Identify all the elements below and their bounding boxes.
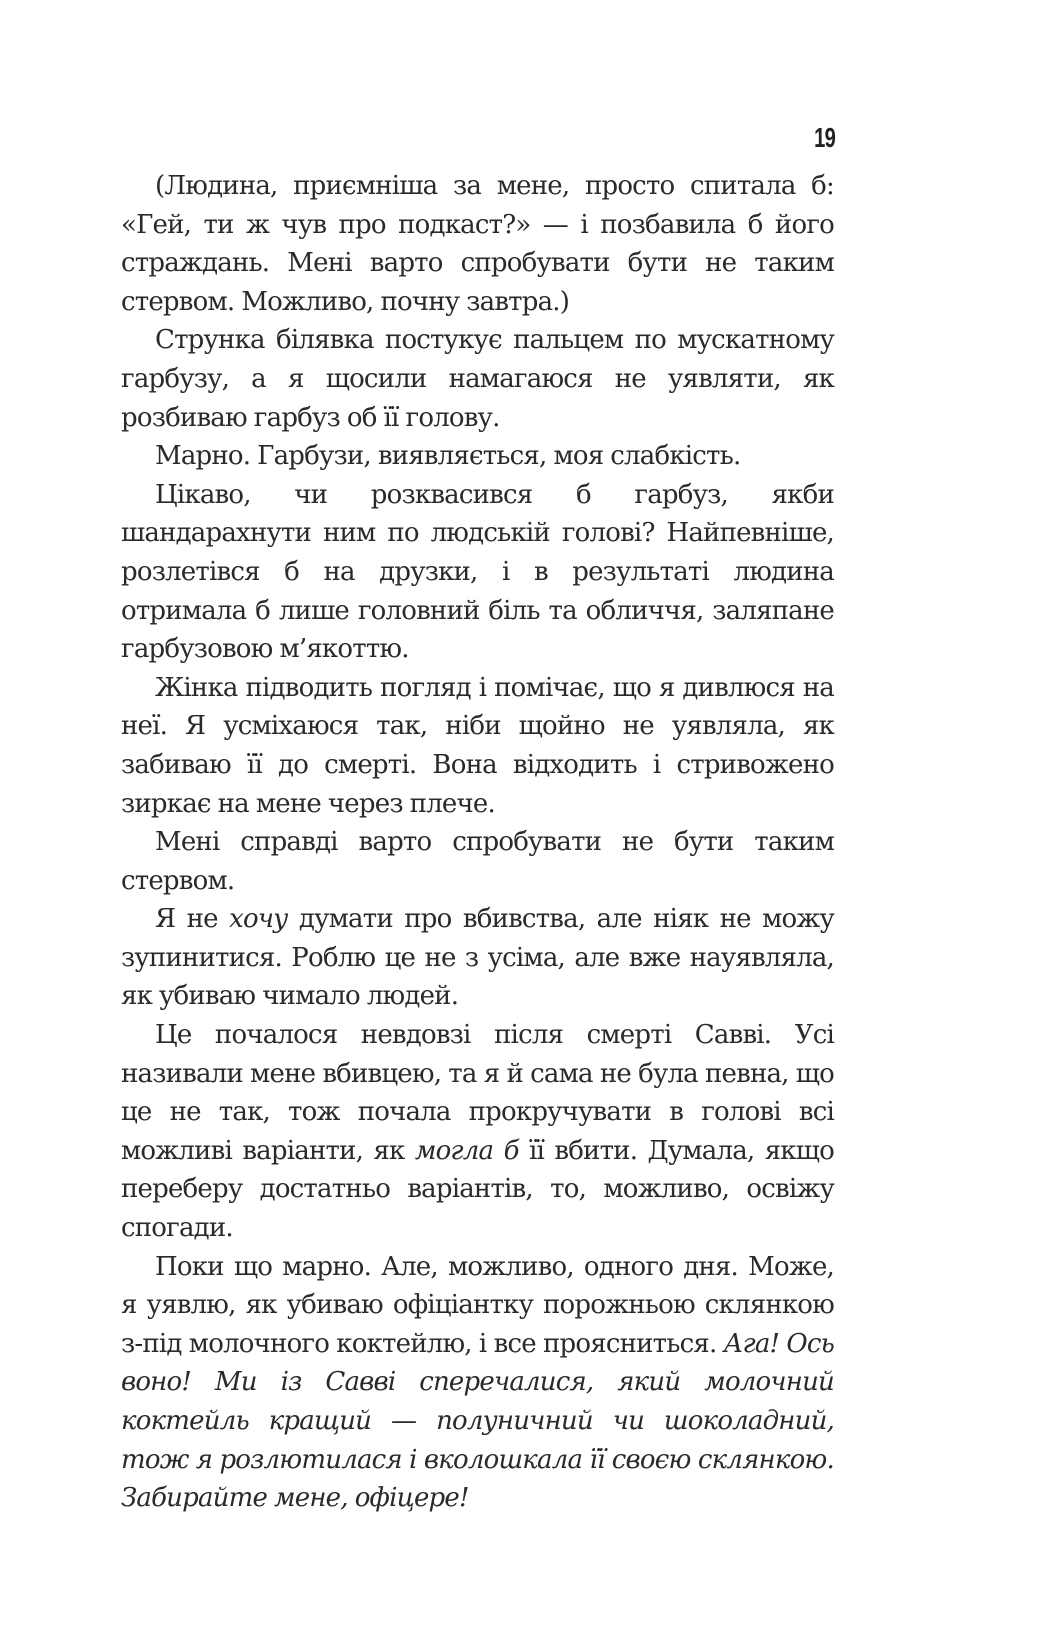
text-segment: Поки що марно. Але, можливо, одного дня. Може, я уявлю, як убиваю офіціантку порожньою склянкою з-під молочного коктейлю, і все проясниться.	[121, 1251, 834, 1359]
page-number: 19	[814, 122, 835, 153]
paragraph	[121, 669, 834, 823]
text-segment: Жінка підводить погляд і помічає, що я дивлюся на неї. Я усміхаюся так, ніби щойно не уявляла, як забиваю її до смерті. Вона відходить і стривожено зиркає на мене через плече.	[121, 672, 834, 819]
italic-emphasis: хочу	[229, 904, 288, 935]
paragraph	[121, 437, 834, 476]
text-segment: Я не	[155, 904, 230, 935]
paragraph	[121, 167, 834, 321]
text-segment: Мені справді варто спробувати не бути таким стервом.	[121, 827, 834, 896]
paragraph	[121, 900, 834, 1016]
text-segment: (Людина, приємніша за мене, просто спитала б: «Гей, ти ж чув про подкаст?» — і позбавила б його страждань. Мені варто спробувати бути не таким стервом. Можливо, почну завтра.)	[121, 171, 834, 317]
paragraph	[121, 476, 834, 669]
text-segment: її вбити. Думала, якщо переберу достатньо варіантів, то, можливо, освіжу спогади.	[121, 1135, 834, 1244]
paragraph	[121, 1016, 834, 1248]
text-segment: Цікаво, чи розквасився б гарбуз, якби шандарахнути ним по людській голові? Найпевніше, розлетівся б на друзки, і в результаті людина отримала б лише головний біль та обличчя, заляпане гарбузовою м’якоттю.	[121, 479, 834, 665]
italic-emphasis: могла б	[414, 1135, 519, 1166]
paragraph	[121, 823, 834, 900]
text-segment: Марно. Гарбузи, виявляється, моя слабкість.	[155, 441, 741, 472]
body-text	[121, 167, 834, 1518]
paragraph	[121, 321, 834, 437]
italic-emphasis: Ага! Ось воно! Ми із Савві сперечалися, який молочний коктейль кращий — полуничний чи шоколадний, тож я розлютилася і вколошкала її своєю склянкою. Забирайте мене, офіцере!	[121, 1328, 834, 1514]
paragraph	[121, 1248, 834, 1518]
text-segment: Це почалося невдовзі після смерті Савві. Усі називали мене вбивцею, та я й сама не була певна, що це не так, тож почала прокручувати в голові всі можливі варіанти, як	[121, 1020, 834, 1166]
text-segment: Струнка білявка постукує пальцем по мускатному гарбузу, а я щосили намагаюся не уявляти, як розбиваю гарбуз об її голову.	[121, 325, 834, 433]
text-segment: думати про вбивства, але ніяк не можу зупинитися. Роблю це не з усіма, але вже науявляла, як убиваю чимало людей.	[121, 904, 834, 1012]
